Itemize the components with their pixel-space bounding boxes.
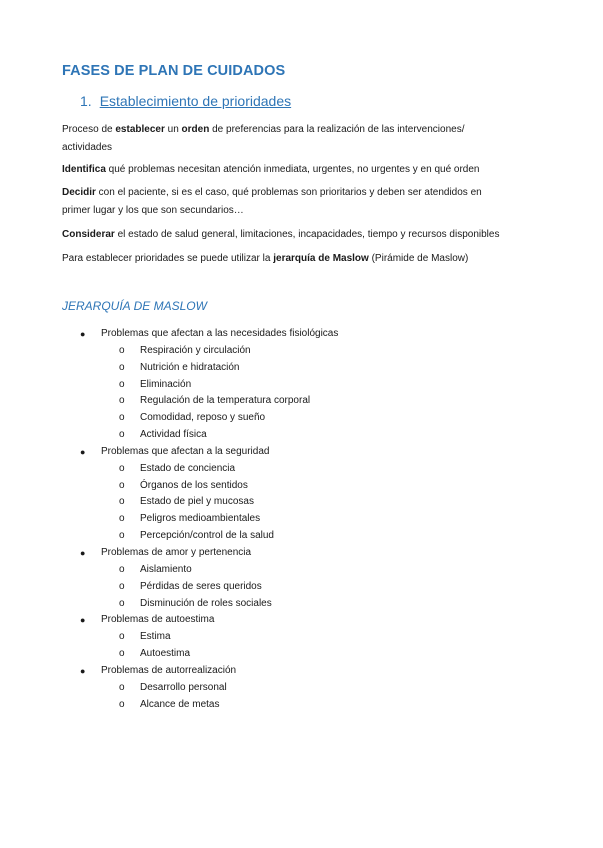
paragraph-identifica (62, 161, 542, 179)
p1-text-a: Proceso de (62, 124, 116, 135)
circle-bullet-icon: o (119, 496, 125, 508)
list-item-sub (0, 494, 603, 511)
circle-bullet-icon: o (119, 597, 125, 609)
circle-bullet-icon: o (119, 530, 125, 542)
bullet-icon: ● (80, 329, 86, 339)
list-item-category (0, 326, 603, 343)
list-item-sub (0, 680, 603, 697)
paragraph-process (62, 121, 542, 157)
category-label: Problemas de amor y pertenencia (101, 546, 252, 558)
list-item-sub (0, 393, 603, 410)
p5-text-a: Para establecer prioridades se puede utilizar la (62, 253, 274, 264)
list-item-sub (0, 511, 603, 528)
p3-text-line2: primer lugar y los que son secundarios… (62, 205, 244, 216)
circle-bullet-icon: o (119, 412, 125, 424)
circle-bullet-icon: o (119, 580, 125, 592)
list-item-category (0, 545, 603, 562)
list-item-sub (0, 697, 603, 714)
sub-item-label: Pérdidas de seres queridos (140, 580, 262, 592)
circle-bullet-icon: o (119, 513, 125, 525)
circle-bullet-icon: o (119, 681, 125, 693)
circle-bullet-icon: o (119, 698, 125, 710)
circle-bullet-icon: o (119, 361, 125, 373)
list-item-sub (0, 377, 603, 394)
sub-item-label: Actividad física (140, 429, 207, 441)
sub-item-label: Percepción/control de la salud (140, 530, 274, 542)
circle-bullet-icon: o (119, 479, 125, 491)
list-item-sub (0, 562, 603, 579)
sub-item-label: Estima (140, 631, 171, 643)
document-title: FASES DE PLAN DE CUIDADOS (62, 63, 286, 79)
p3-bold: Decidir (62, 187, 96, 198)
sub-item-label: Regulación de la temperatura corporal (140, 395, 311, 407)
p4-bold: Considerar (62, 229, 115, 240)
sub-item-label: Respiración y circulación (140, 344, 251, 356)
list-item-sub (0, 596, 603, 613)
sub-item-label: Aislamiento (140, 563, 192, 575)
sub-item-label: Comodidad, reposo y sueño (140, 412, 266, 424)
circle-bullet-icon: o (119, 344, 125, 356)
bullet-icon: ● (80, 547, 86, 558)
circle-bullet-icon: o (119, 429, 125, 441)
subtitle-number: 1. (80, 93, 92, 109)
list-item-sub (0, 646, 603, 663)
list-item-sub (0, 343, 603, 360)
bullet-icon: ● (80, 446, 86, 457)
sub-item-label: Peligros medioambientales (140, 513, 261, 525)
p3-text: con el paciente, si es el caso, qué problemas son prioritarios y deben ser atendidos en (95, 187, 482, 198)
list-item-sub (0, 427, 603, 444)
section-subtitle (80, 93, 291, 109)
bullet-icon: ● (80, 665, 86, 676)
circle-bullet-icon: o (119, 462, 125, 474)
sub-item-label: Nutrición e hidratación (140, 361, 240, 373)
category-label: Problemas que afectan a la seguridad (101, 445, 270, 457)
circle-bullet-icon: o (119, 631, 125, 643)
circle-bullet-icon: o (119, 648, 125, 660)
list-item-sub (0, 579, 603, 596)
list-item-category (0, 663, 603, 680)
list-item-sub (0, 478, 603, 495)
p4-text: el estado de salud general, limitaciones, incapacidades, tiempo y recursos disponibles (114, 229, 500, 240)
paragraph-maslow-intro (62, 250, 542, 268)
circle-bullet-icon: o (119, 378, 125, 390)
sub-item-label: Autoestima (140, 648, 191, 660)
p1-text-e: actividades (62, 142, 113, 153)
p5-text-c: (Pirámide de Maslow) (368, 253, 469, 264)
list-item-category (0, 612, 603, 629)
list-item-sub (0, 410, 603, 427)
list-item-sub (0, 528, 603, 545)
paragraph-considerar (62, 226, 542, 244)
p2-text: qué problemas necesitan atención inmediata, urgentes, no urgentes y en qué orden (105, 164, 480, 175)
subtitle-text: Establecimiento de prioridades (99, 93, 292, 109)
paragraph-decidir (62, 184, 542, 220)
list-item-category (0, 444, 603, 461)
circle-bullet-icon: o (119, 395, 125, 407)
category-label: Problemas de autoestima (101, 614, 215, 626)
p1-bold-orden: orden (181, 124, 210, 135)
sub-item-label: Estado de conciencia (140, 462, 236, 474)
sub-item-label: Disminución de roles sociales (140, 597, 272, 609)
sub-item-label: Órganos de los sentidos (140, 479, 248, 491)
maslow-list (0, 326, 603, 713)
category-label: Problemas de autorrealización (101, 664, 237, 676)
sub-item-label: Estado de piel y mucosas (140, 496, 254, 508)
bullet-icon: ● (80, 615, 86, 626)
circle-bullet-icon: o (119, 563, 125, 575)
category-label: Problemas que afectan a las necesidades fisiológicas (101, 328, 339, 339)
list-item-sub (0, 461, 603, 478)
p2-bold: Identifica (62, 164, 106, 175)
list-item-sub (0, 629, 603, 646)
p1-bold-establecer: establecer (115, 124, 165, 135)
p1-text-c: un (164, 124, 182, 135)
list-item-sub (0, 360, 603, 377)
maslow-heading: JERARQUÍA DE MASLOW (62, 299, 207, 313)
p5-bold: jerarquía de Maslow (273, 253, 369, 264)
sub-item-label: Eliminación (140, 378, 192, 390)
sub-item-label: Alcance de metas (140, 698, 220, 710)
p1-text-d: de preferencias para la realización de las intervenciones/ (209, 124, 465, 135)
sub-item-label: Desarrollo personal (140, 681, 227, 693)
